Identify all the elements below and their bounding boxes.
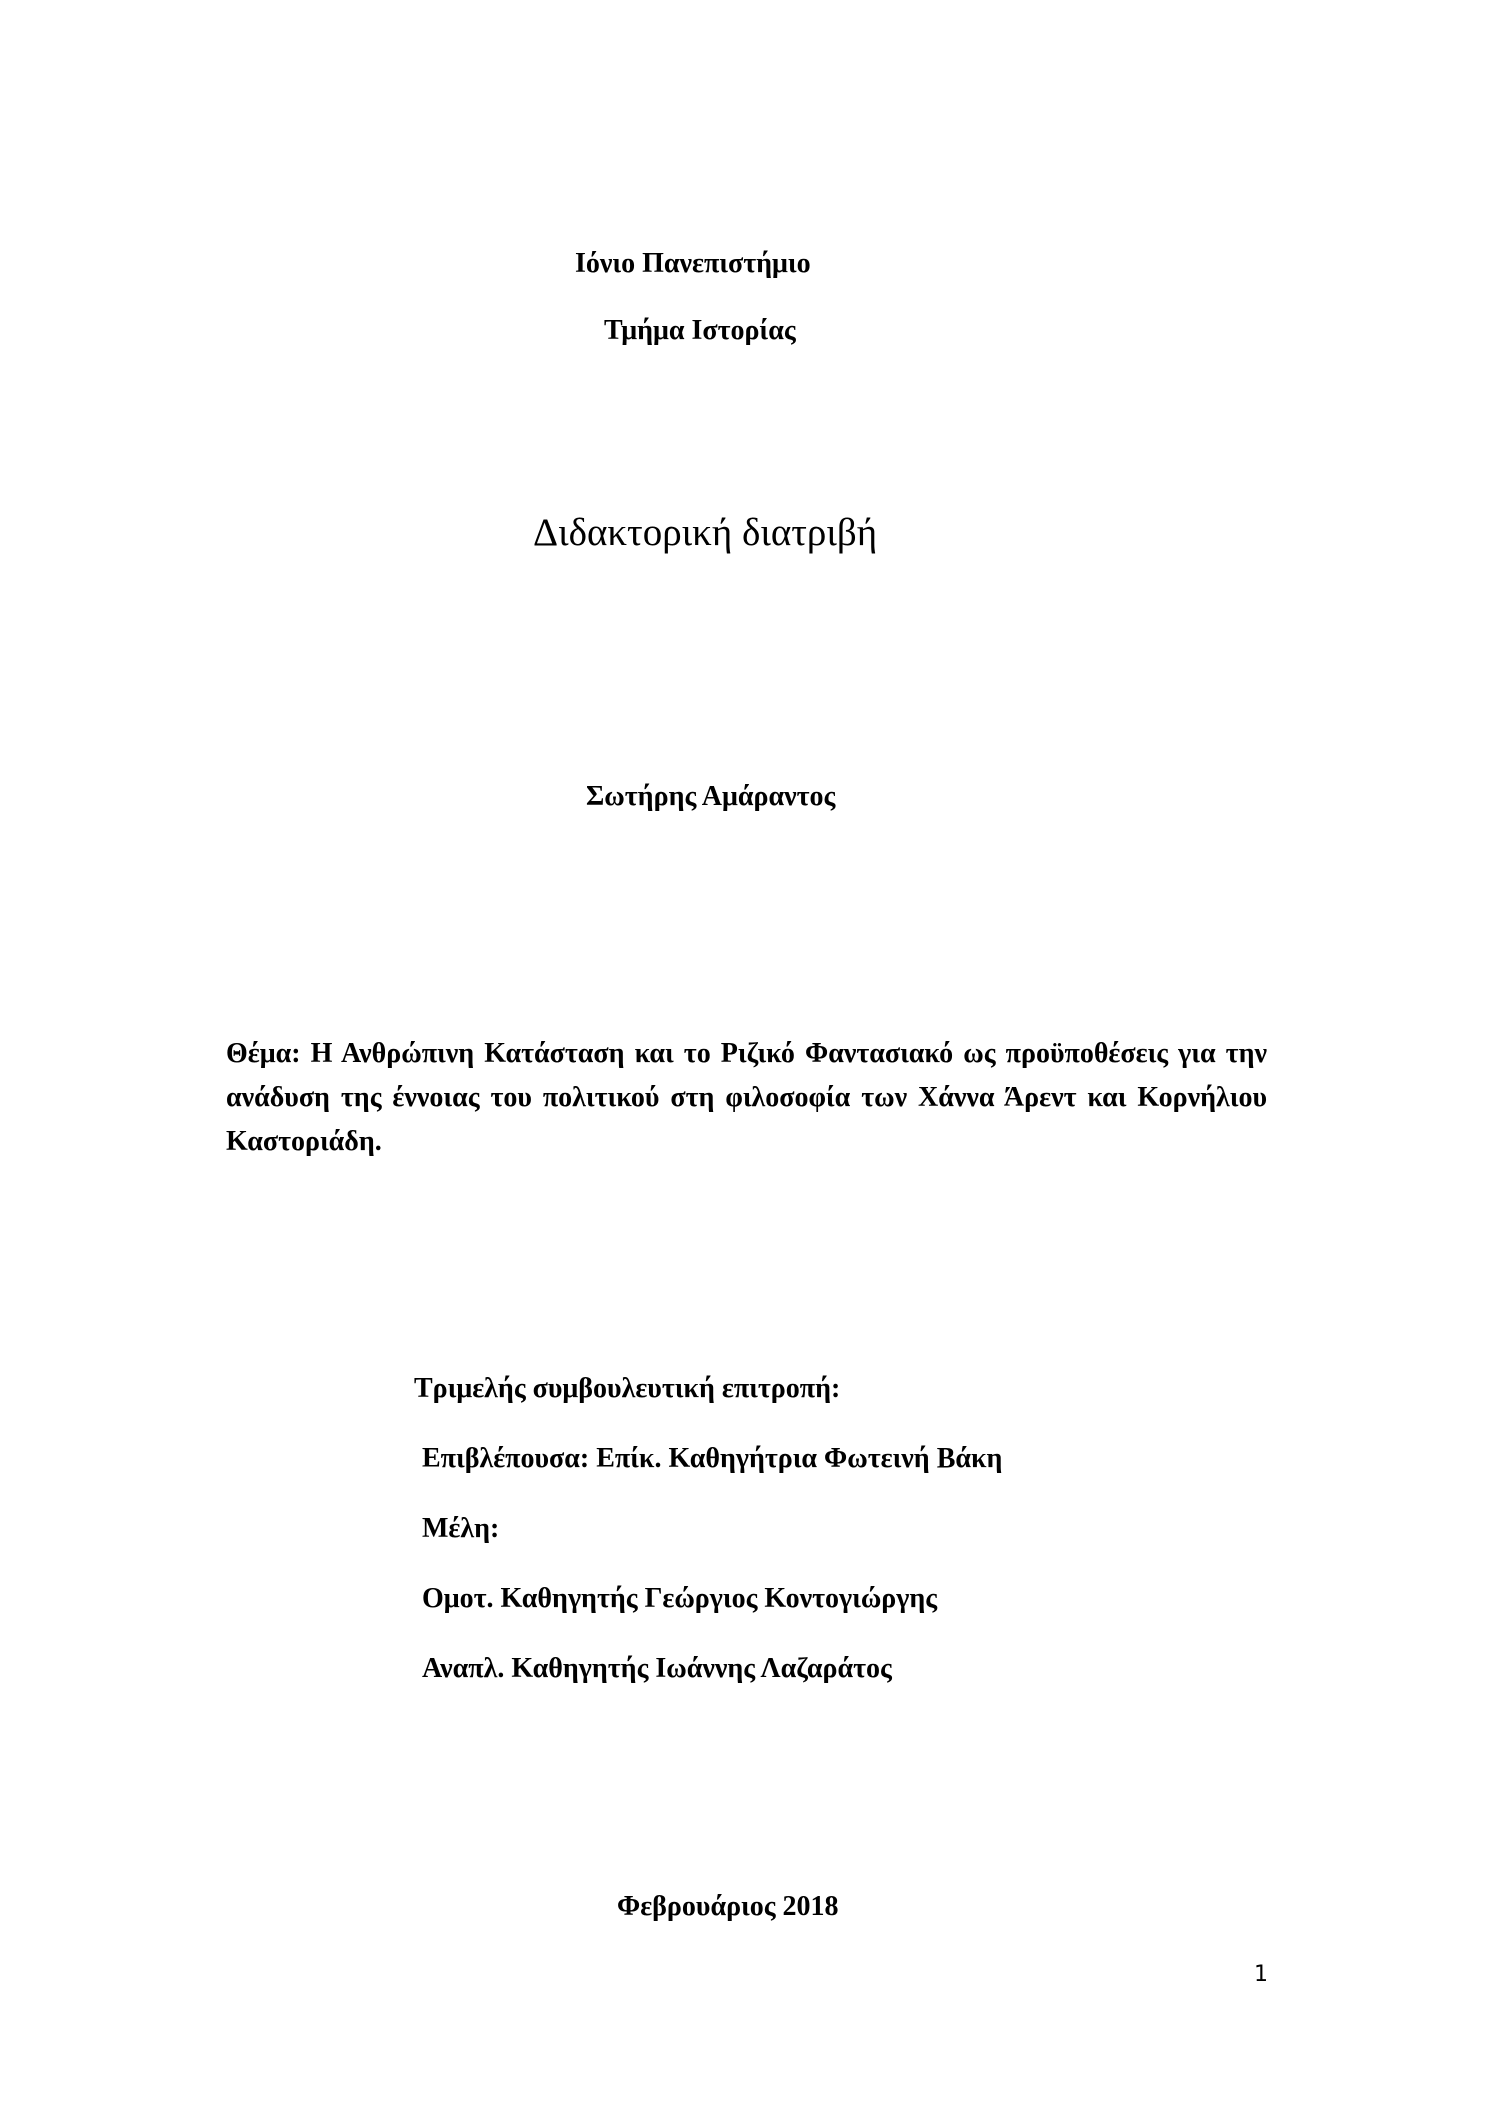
committee-members-label: Μέλη: [422,1513,500,1544]
author-name: Σωτήρης Αμάραντος [586,781,836,812]
committee-member: Ομοτ. Καθηγητής Γεώργιος Κοντογιώργης [422,1583,938,1614]
committee-supervisor: Επιβλέπουσα: Επίκ. Καθηγήτρια Φωτεινή Βάκη [422,1443,1003,1474]
committee-member: Αναπλ. Καθηγητής Ιωάννης Λαζαράτος [422,1653,892,1684]
submission-date: Φεβρουάριος 2018 [617,1891,839,1922]
department-name: Τμήμα Ιστορίας [604,315,796,346]
thesis-topic: Θέμα: Η Ανθρώπινη Κατάσταση και το Ριζικό Φαντασιακό ως προϋποθέσεις για την ανάδυση της έννοιας του πολιτικού στη φιλοσοφία των Χάννα Άρεντ και Κορνήλιου Καστοριάδη. [226,1038,1267,1157]
committee-heading: Τριμελής συμβουλευτική επιτροπή: [414,1373,841,1404]
document-type-title: Διδακτορική διατριβή [533,511,878,554]
university-name: Ιόνιο Πανεπιστήμιο [575,248,811,279]
page-number: 1 [1254,1962,1268,1987]
